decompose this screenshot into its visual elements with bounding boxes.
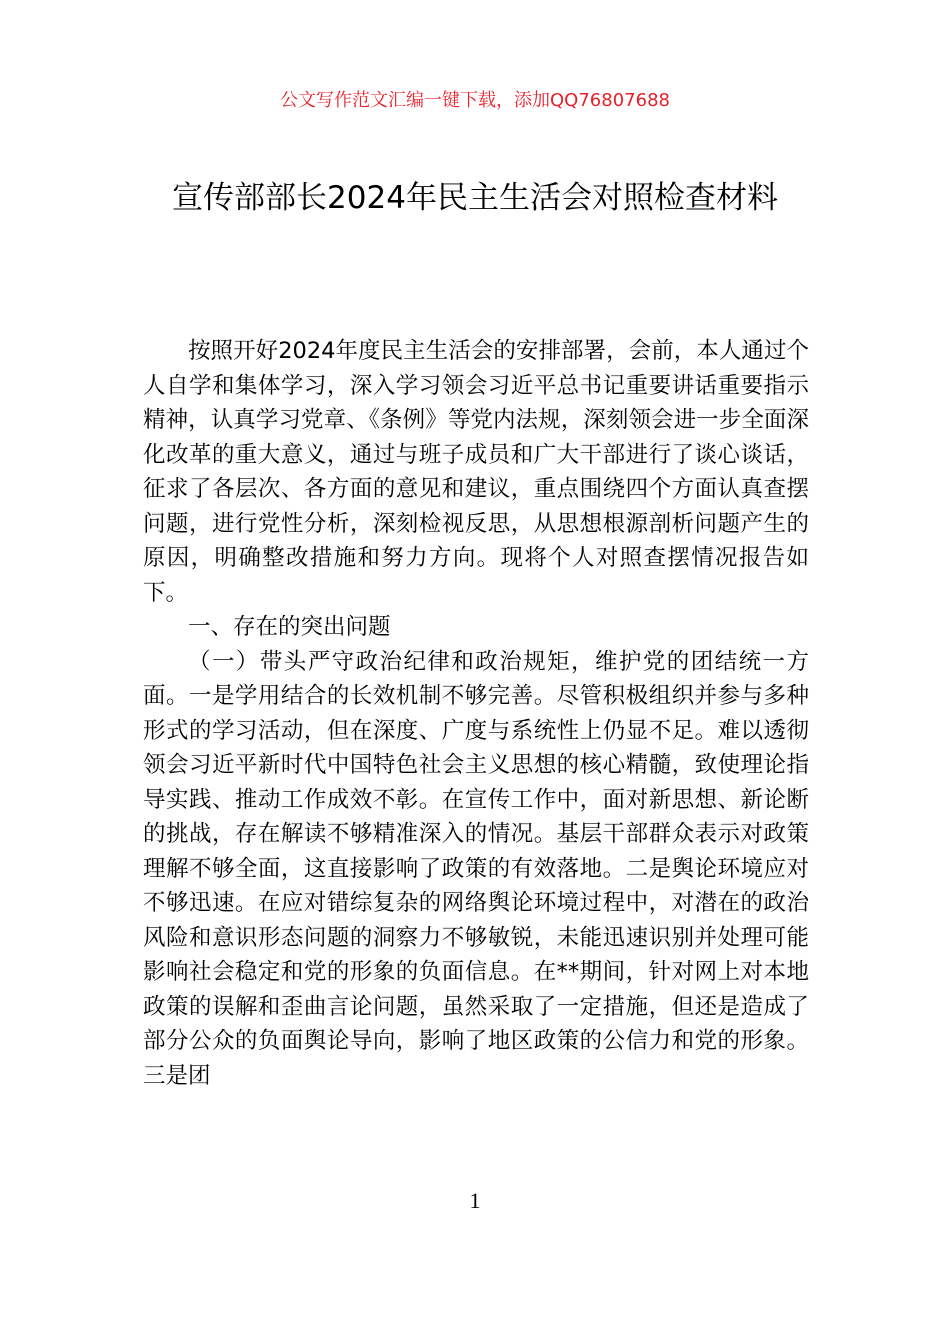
section-paragraph: （一）带头严守政治纪律和政治规矩，维护党的团结统一方面。一是学用结合的长效机制不够完善。尽管积极组织并参与多种形式的学习活动，但在深度、广度与系统性上仍显不足。难以透彻领会习近平新时代中国特色社会主义思想的核心精髓，致使理论指导实践、推动工作成效不彰。在宣传工作中，面对新思想、新论断的挑战，存在解读不够精准深入的情况。基层干部群众表示对政策理解不够全面，这直接影响了政策的有效落地。二是舆论环境应对不够迅速。在应对错综复杂的网络舆论环境过程中，对潜在的政治风险和意识形态问题的洞察力不够敏锐，未能迅速识别并处理可能影响社会稳定和党的形象的负面信息。在**期间，针对网上对本地政策的误解和歪曲言论问题，虽然采取了一定措施，但还是造成了部分公众的负面舆论导向，影响了地区政策的公信力和党的形象。三是团 — [143, 648, 809, 1089]
page-number: 1 — [469, 1188, 481, 1213]
document-body — [143, 334, 809, 1093]
promo-banner: 公文写作范文汇编一键下载，添加QQ76807688 — [280, 90, 670, 111]
intro-paragraph: 按照开好2024年度民主生活会的安排部署，会前，本人通过个人自学和集体学习，深入学习领会习近平总书记重要讲话重要指示精神，认真学习党章、《条例》等党内法规，深刻领会进一步全面深化改革的重大意义，通过与班子成员和广大干部进行了谈心谈话，征求了各层次、各方面的意见和建议，重点围绕四个方面认真查摆问题，进行党性分析，深刻检视反思，从思想根源剖析问题产生的原因，明确整改措施和努力方向。现将个人对照查摆情况报告如下。 — [143, 338, 809, 606]
document-title: 宣传部部长2024年民主生活会对照检查材料 — [172, 180, 778, 216]
section-heading: 一、存在的突出问题 — [188, 614, 391, 640]
